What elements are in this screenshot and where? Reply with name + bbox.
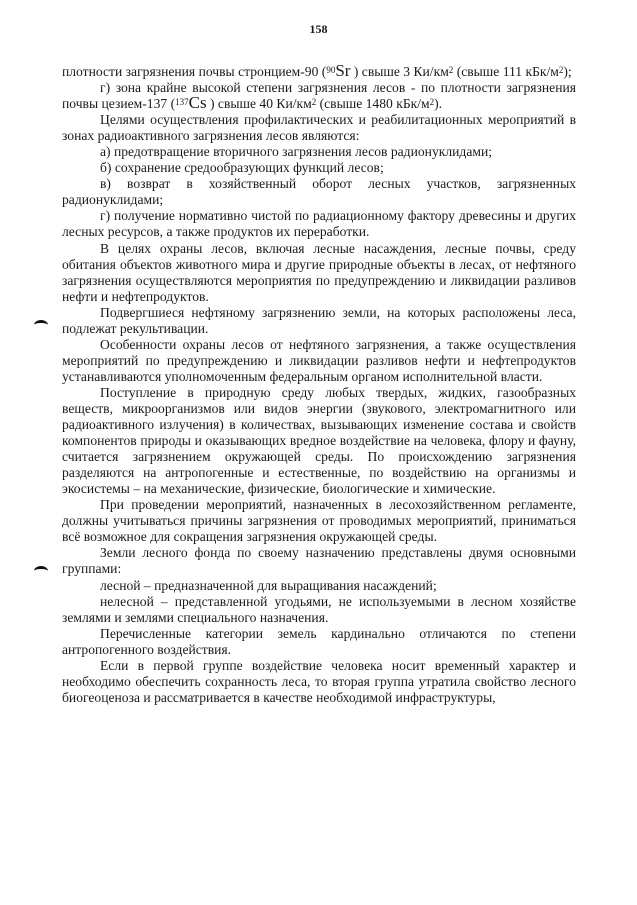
paragraph: Особенности охраны лесов от нефтяного загрязнения, а также осуществления мероприятий по предупреждению и ликвидации разливов нефти и нефтепродуктов устанавливаются уполномоченным федеральным органом исполнительной власти.	[62, 336, 576, 384]
paragraph: Целями осуществления профилактических и реабилитационных мероприятий в зонах радиоактивного загрязнения лесов являются:	[62, 112, 576, 144]
paragraph: Подвергшиеся нефтяному загрязнению земли, на которых расположены леса, подлежат рекультивации.	[62, 304, 576, 336]
list-item: б) сохранение средообразующих функций лесов;	[100, 160, 384, 176]
paragraph: При проведении мероприятий, назначенных в лесохозяйственном регламенте, должны учитываться причины загрязнения от проводимых мероприятий, приниматься всё возможное для сокращения загрязнения окружающей среды.	[62, 497, 576, 545]
margin-mark-1	[34, 320, 48, 330]
paragraph-strontium: плотности загрязнения почвы стронцием-90 ($^{90}$Sr ) свыше 3 $Ки/км^2$ (свыше 111 кБк/$м^2$);	[62, 61, 572, 80]
paragraph: Перечисленные категории земель кардинально отличаются по степени антропогенного воздействия.	[62, 625, 576, 657]
margin-mark-2	[34, 566, 48, 576]
paragraph: Если в первой группе воздействие человека носит временный характер и необходимо обеспечить сохранность леса, то вторая группа утратила свойство лесного биогеоценоза и рассматривается в качестве необходимой инфраструктуры,	[62, 657, 576, 705]
paragraph-cesium: г) зона крайне высокой степени загрязнения лесов - по плотности загрязнения почвы цезием-137 ($^{137}$Cs ) свыше 40 $Ки/км^2$ (свыше 1480 кБк/$м^2$).	[62, 80, 576, 113]
list-item: нелесной – представленной угодьями, не используемыми в лесном хозяйстве землями и землями специального назначения.	[62, 593, 576, 625]
list-item: в) возврат в хозяйственный оборот лесных участков, загрязненных радионуклидами;	[62, 176, 576, 208]
paragraph: Поступление в природную среду любых твердых, жидких, газообразных веществ, микроорганизмов или видов энергии (звукового, электромагнитного или радиоактивного излучения) в количествах, вызывающих изменение состава и свойств компонентов природы и оказывающих вредное воздействие на человека, флору и фауну, считается загрязнением окружающей среды. По происхождению загрязнения разделяются на антропогенные и естественные, по воздействию на организмы и экосистемы – на механические, физические, биологические и химические.	[62, 384, 576, 497]
page-number: 158	[309, 22, 328, 36]
cesium-symbol: Cs	[188, 93, 207, 113]
list-item: а) предотвращение вторичного загрязнения лесов радионуклидами;	[100, 144, 493, 160]
strontium-symbol: Sr	[335, 61, 351, 80]
body-text	[62, 61, 576, 706]
paragraph: В целях охраны лесов, включая лесные насаждения, лесные почвы, среду обитания объектов животного мира и другие природные объекты в лесах, от нефтяного загрязнения осуществляются мероприятия по предупреждению и ликвидации разливов нефти и нефтепродуктов.	[62, 240, 576, 304]
list-item: лесной – предназначенной для выращивания насаждений;	[100, 577, 437, 593]
paragraph: Земли лесного фонда по своему назначению представлены двумя основными группами:	[62, 545, 576, 577]
list-item: г) получение нормативно чистой по радиационному фактору древесины и других лесных ресурсов, а также продуктов их переработки.	[62, 208, 576, 240]
